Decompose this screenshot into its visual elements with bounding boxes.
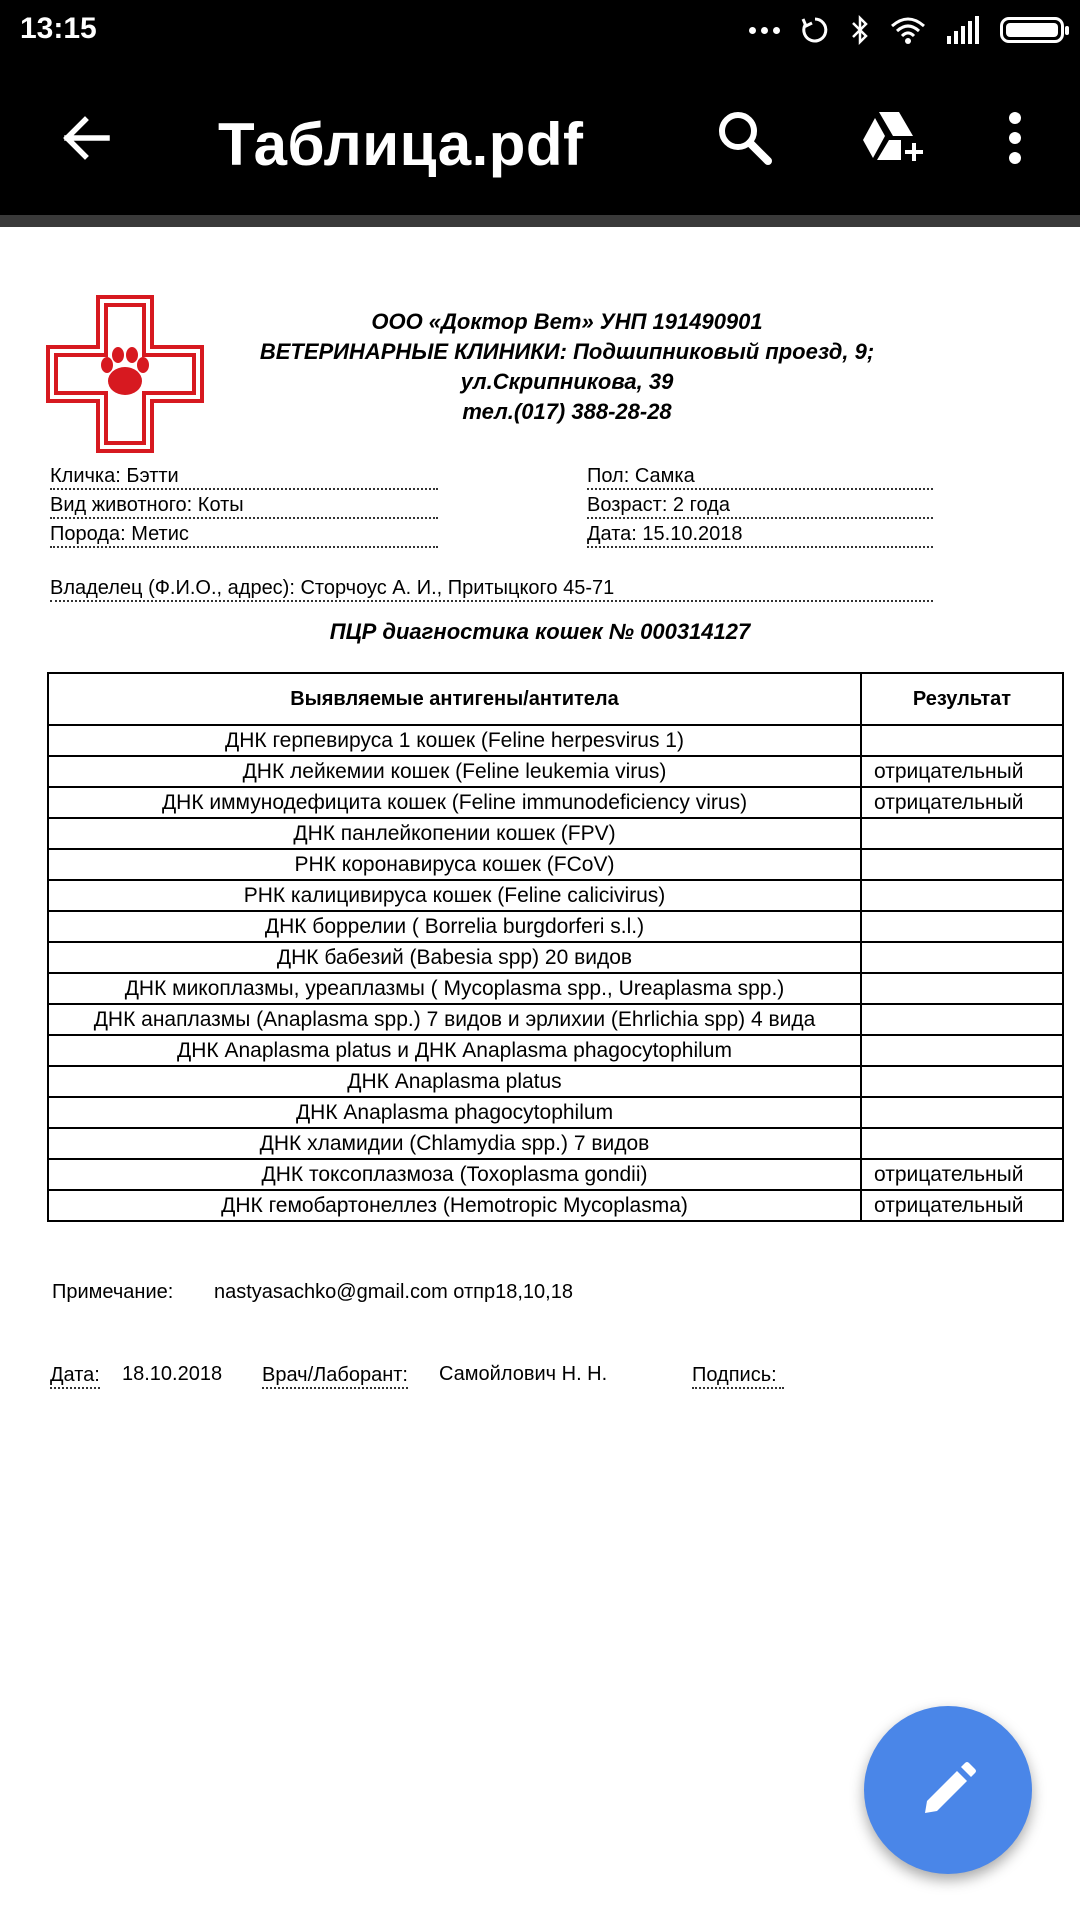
footer-date-value: 18.10.2018 — [122, 1363, 223, 1385]
footer-doctor-label: Врач/Лаборант: — [262, 1363, 408, 1389]
battery-icon — [1000, 17, 1064, 43]
antigen-cell: ДНК бабезий (Babesia spp) 20 видов — [48, 942, 861, 973]
results-table — [47, 672, 1064, 1222]
antigen-cell: ДНК хламидии (Chlamydia spp.) 7 видов — [48, 1128, 861, 1159]
patient-breed: Порода: Метис — [50, 522, 438, 548]
result-cell — [861, 973, 1063, 1004]
note-label: Примечание: — [52, 1281, 174, 1303]
table-row — [48, 1035, 1063, 1066]
antigen-cell: ДНК лейкемии кошек (Feline leukemia virus) — [48, 756, 861, 787]
footer-signature-label: Подпись: — [692, 1363, 784, 1389]
result-cell: отрицательный — [861, 1159, 1063, 1190]
result-cell: отрицательный — [861, 787, 1063, 818]
table-row — [48, 787, 1063, 818]
patient-age: Возраст: 2 года — [587, 493, 933, 519]
result-cell: отрицательный — [861, 1190, 1063, 1221]
report-title: ПЦР диагностика кошек № 000314127 — [329, 619, 751, 644]
more-notifications-icon — [749, 27, 780, 34]
bluetooth-icon — [850, 14, 870, 46]
table-row — [48, 818, 1063, 849]
result-cell: отрицательный — [861, 756, 1063, 787]
table-row — [48, 973, 1063, 1004]
antigen-cell: ДНК гемобартонеллез (Hemotropic Mycoplasma) — [48, 1190, 861, 1221]
add-to-drive-button[interactable] — [848, 60, 938, 215]
search-button[interactable] — [705, 60, 785, 215]
result-cell — [861, 1128, 1063, 1159]
footer-doctor-value: Самойлович Н. Н. — [439, 1363, 608, 1385]
result-cell — [861, 1066, 1063, 1097]
table-row — [48, 849, 1063, 880]
clinic-phone: тел.(017) 388-28-28 — [462, 399, 672, 424]
table-row — [48, 1190, 1063, 1221]
owner-info: Владелец (Ф.И.О., адрес): Сторчоус А. И., Притыцкого 45-71 — [50, 576, 933, 602]
back-arrow-icon — [59, 112, 111, 164]
header-result: Результат — [861, 673, 1063, 725]
result-cell — [861, 1035, 1063, 1066]
search-icon — [716, 109, 774, 167]
pdf-page[interactable] — [0, 227, 1080, 1920]
result-cell — [861, 1004, 1063, 1035]
note-text: nastyasachko@gmail.com отпр18,10,18 — [214, 1281, 573, 1303]
antigen-cell: РНК коронавируса кошек (FCoV) — [48, 849, 861, 880]
antigen-cell: ДНК Anaplasma phagocytophilum — [48, 1097, 861, 1128]
antigen-cell: ДНК микоплазмы, уреаплазмы ( Mycoplasma spp., Ureaplasma spp.) — [48, 973, 861, 1004]
signal-icon — [946, 16, 980, 44]
back-button[interactable] — [45, 60, 125, 215]
antigen-cell: ДНК панлейкопении кошек (FPV) — [48, 818, 861, 849]
result-cell — [861, 1097, 1063, 1128]
drive-add-icon — [861, 110, 925, 166]
clinic-header — [232, 307, 902, 427]
result-cell — [861, 942, 1063, 973]
patient-species: Вид животного: Коты — [50, 493, 438, 519]
table-row — [48, 1066, 1063, 1097]
table-row — [48, 1004, 1063, 1035]
patient-sex: Пол: Самка — [587, 464, 933, 490]
result-cell — [861, 849, 1063, 880]
table-row — [48, 1097, 1063, 1128]
status-time: 13:15 — [20, 12, 97, 45]
table-header-row — [48, 673, 1063, 725]
antigen-cell: ДНК Anaplasma platus и ДНК Anaplasma phagocytophilum — [48, 1035, 861, 1066]
antigen-cell: ДНК анаплазмы (Anaplasma spp.) 7 видов и эрлихии (Ehrlichia spp) 4 вида — [48, 1004, 861, 1035]
antigen-cell: ДНК иммунодефицита кошек (Feline immunodeficiency virus) — [48, 787, 861, 818]
table-row — [48, 1128, 1063, 1159]
clinic-name: ООО «Доктор Вет» УНП 191490901 — [371, 309, 763, 334]
app-bar-shadow — [0, 215, 1080, 227]
more-options-button[interactable] — [985, 60, 1045, 215]
table-row — [48, 880, 1063, 911]
table-row — [48, 942, 1063, 973]
result-cell — [861, 880, 1063, 911]
result-cell — [861, 818, 1063, 849]
more-vert-icon — [1007, 110, 1023, 166]
clinic-logo-cross-paw-icon — [46, 295, 204, 453]
table-row — [48, 911, 1063, 942]
result-cell — [861, 725, 1063, 756]
status-bar — [0, 0, 1080, 60]
sample-date: Дата: 15.10.2018 — [587, 522, 933, 548]
result-cell — [861, 911, 1063, 942]
antigen-cell: ДНК Anaplasma platus — [48, 1066, 861, 1097]
antigen-cell: РНК калицивируса кошек (Feline calicivirus) — [48, 880, 861, 911]
sync-icon — [800, 15, 830, 45]
antigen-cell: ДНК боррелии ( Borrelia burgdorferi s.l.) — [48, 911, 861, 942]
status-icons — [749, 10, 1064, 50]
edit-pencil-icon — [919, 1761, 977, 1819]
edit-fab-button[interactable] — [864, 1706, 1032, 1874]
wifi-icon — [890, 16, 926, 44]
footer-date-label: Дата: — [50, 1363, 100, 1389]
app-bar — [0, 60, 1080, 215]
header-antigens: Выявляемые антигены/антитела — [48, 673, 861, 725]
clinic-address-2: ул.Скрипникова, 39 — [460, 369, 674, 394]
document-title: Таблица.pdf — [218, 111, 584, 178]
antigen-cell: ДНК токсоплазмоза (Toxoplasma gondii) — [48, 1159, 861, 1190]
table-row — [48, 725, 1063, 756]
table-row — [48, 756, 1063, 787]
clinic-address-1: ВЕТЕРИНАРНЫЕ КЛИНИКИ: Подшипниковый проезд, 9; — [259, 339, 875, 364]
patient-name: Кличка: Бэтти — [50, 464, 438, 490]
table-row — [48, 1159, 1063, 1190]
antigen-cell: ДНК герпевируса 1 кошек (Feline herpesvirus 1) — [48, 725, 861, 756]
